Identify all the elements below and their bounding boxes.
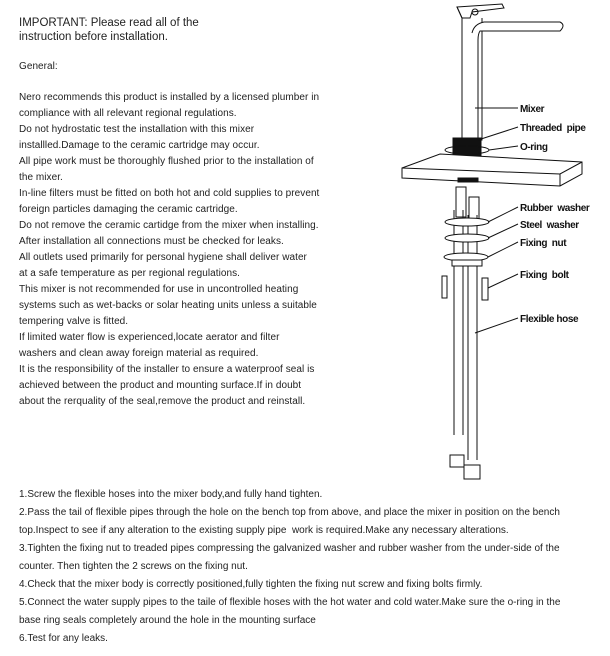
step-line: 3.Tighten the fixing nut to treaded pipes compressing the galvanized washer and rubber washer from the under-side of the — [19, 543, 560, 554]
heading-line-1: IMPORTANT: Please read all of the — [19, 17, 199, 29]
general-note-line: achieved between the product and mounting surface.If in doubt — [19, 380, 302, 391]
general-note-line: compliance with all relevant regional regulations. — [19, 108, 237, 119]
label-o-ring: O-ring — [520, 142, 548, 153]
general-note-line: If limited water flow is experienced,locate aerator and filter — [19, 332, 280, 343]
fixing-nut — [444, 253, 488, 266]
mixer-exploded-diagram — [400, 0, 610, 480]
mixer-body — [457, 4, 563, 140]
label-rubber-washer: Rubber washer — [520, 203, 590, 214]
general-note-line: installled.Damage to the ceramic cartridge may occur. — [19, 140, 260, 151]
general-label: General: — [19, 61, 58, 72]
general-note-line: All pipe work must be thoroughly flushed prior to the installation of — [19, 156, 314, 167]
fixing-bolts — [442, 276, 488, 300]
step-line: top.Inspect to see if any alteration to the existing supply pipe work is required.Make any necessary alterations. — [19, 525, 509, 536]
general-note-line: Do not remove the ceramic cartidge from the mixer when installing. — [19, 220, 319, 231]
label-threaded-pipe: Threaded pipe — [520, 123, 586, 134]
general-note-line: the mixer. — [19, 172, 63, 183]
label-fixing-bolt: Fixing bolt — [520, 270, 569, 281]
step-line: 6.Test for any leaks. — [19, 633, 108, 644]
step-line: 5.Connect the water supply pipes to the taile of flexible hoses with the hot water and cold water.Make sure the o-ring in the — [19, 597, 561, 608]
steel-washer — [445, 234, 489, 242]
general-note-line: tempering valve is fitted. — [19, 316, 129, 327]
general-note-line: This mixer is not recommended for use in uncontrolled heating — [19, 284, 299, 295]
step-line: 2.Pass the tail of flexible pipes through the hole on the bench top from above, and place the mixer in position on the bench — [19, 507, 560, 518]
rubber-washer — [445, 218, 489, 226]
general-note-line: Nero recommends this product is installed by a licensed plumber in — [19, 92, 320, 103]
heading-line-2: instruction before installation. — [19, 31, 168, 43]
general-note-line: about the rerquality of the seal,remove the product and reinstall. — [19, 396, 306, 407]
general-note-line: Do not hydrostatic test the installation with this mixer — [19, 124, 255, 135]
bench-top — [402, 154, 582, 186]
general-note-line: It is the responsibility of the installer to ensure a waterproof seal is — [19, 364, 315, 375]
general-note-line: at a safe temperature as per regional regulations. — [19, 268, 240, 279]
label-flexible-hose: Flexible hose — [520, 314, 579, 325]
step-line: 4.Check that the mixer body is correctly positioned,fully tighten the fixing nut screw and fixing bolts firmly. — [19, 579, 483, 590]
label-fixing-nut: Fixing nut — [520, 238, 567, 249]
label-mixer: Mixer — [520, 104, 545, 115]
general-note-line: foreign particles damaging the ceramic cartridge. — [19, 204, 238, 215]
general-note-line: washers and clean away foreign material as required. — [19, 348, 259, 359]
step-line: base ring seals completely around the hole in the mounting surface — [19, 615, 316, 626]
step-line: 1.Screw the flexible hoses into the mixer body,and fully hand tighten. — [19, 489, 323, 500]
step-line: counter. Then tighten the 2 screws on the fixing nut. — [19, 561, 248, 572]
general-note-line: In-line filters must be fitted on both hot and cold supplies to prevent — [19, 188, 320, 199]
general-note-line: All outlets used primarily for personal hygiene shall deliver water — [19, 252, 307, 263]
general-note-line: After installation all connections must be checked for leaks. — [19, 236, 284, 247]
general-note-line: systems such as wet-backs or solar heating units unless a suitable — [19, 300, 317, 311]
label-steel-washer: Steel washer — [520, 220, 579, 231]
